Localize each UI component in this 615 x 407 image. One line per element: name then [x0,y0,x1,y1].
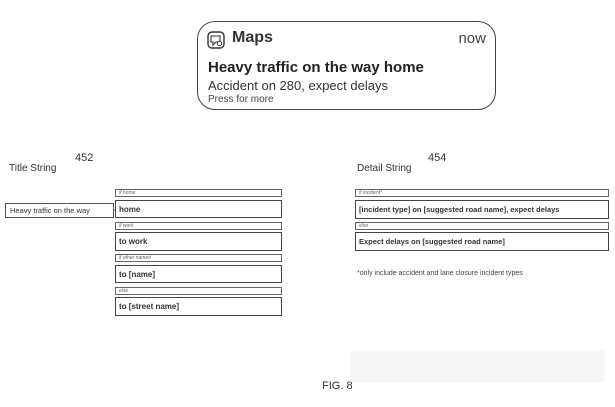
title-prefix-text: Heavy traffic on the way [10,206,90,215]
title-condition-home: if home [115,189,282,197]
notification-title: Heavy traffic on the way home [208,59,424,76]
watermark-logo [350,346,605,386]
detail-string-ref-number: 454 [428,152,447,164]
notification-time: now [458,30,486,47]
title-condition-work: if work [115,222,282,230]
notification-hint: Press for more [208,94,274,105]
detail-footnote: *only include accident and lane closure incident types [357,270,523,277]
figure-label: FIG. 8 [322,380,353,392]
title-value-work: to work [115,232,282,251]
title-condition-other-named: if other named [115,254,282,262]
detail-value-else: Expect delays on [suggested road name] [355,232,609,251]
detail-condition-else: else [355,222,609,230]
detail-condition-incident: if incident* [355,189,609,197]
title-value-else: to [street name] [115,297,282,316]
title-string-label: Title String [9,163,57,174]
notification-body: Accident on 280, expect delays [208,78,388,93]
detail-string-label: Detail String [357,163,412,174]
detail-value-incident: [incident type] on [suggested road name], expect delays [355,200,609,219]
title-string-ref-number: 452 [75,152,94,164]
title-value-home: home [115,200,282,218]
title-condition-else: else [115,287,282,295]
notification-app-name: Maps [232,29,273,46]
title-value-other-named: to [name] [115,265,282,283]
